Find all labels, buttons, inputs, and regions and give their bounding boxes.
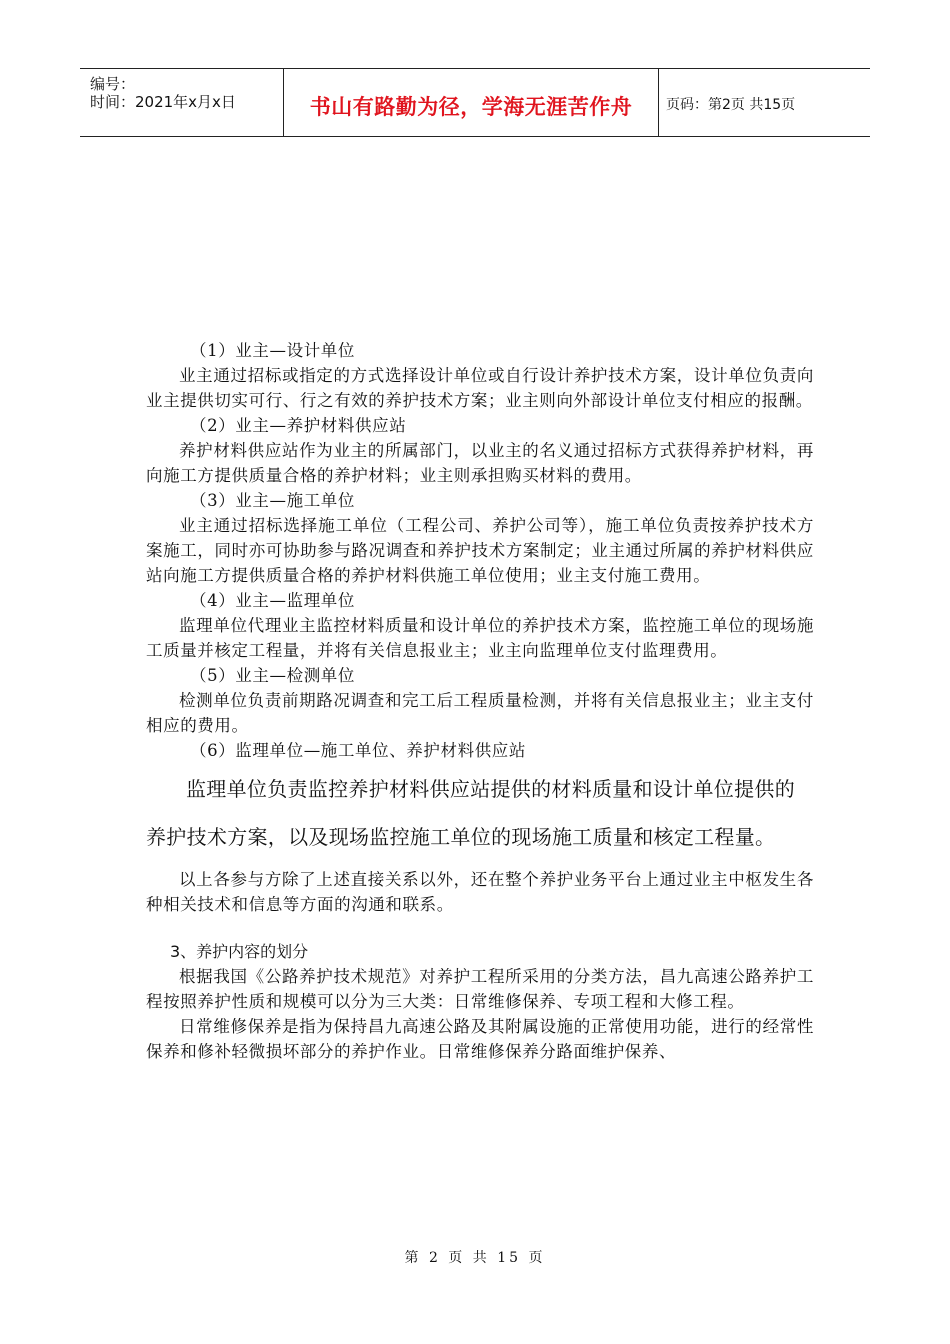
paragraph-8: 日常维修保养是指为保持昌九高速公路及其附属设施的正常使用功能，进行的经常性保养和修补轻微损坏部分的养护作业。日常维修保养分路面维护保养、 <box>146 1017 814 1061</box>
document-number-label: 编号： <box>90 75 136 93</box>
subheading-3: （3）业主—施工单位 <box>190 491 355 510</box>
subheading-5: （5）业主—检测单位 <box>190 666 355 685</box>
subheading-4: （4）业主—监理单位 <box>190 591 355 610</box>
subheading-6: （6）监理单位—施工单位、养护材料供应站 <box>190 741 526 760</box>
document-header <box>80 68 870 137</box>
page-footer: 第 2 页 共 15 页 <box>404 1250 546 1266</box>
section-heading-3: 3、养护内容的划分 <box>170 942 309 961</box>
header-meta-cell <box>80 69 284 136</box>
paragraph-4: 监理单位代理业主监控材料质量和设计单位的养护技术方案，监控施工单位的现场施工质量并核定工程量，并将有关信息报业主；业主向监理单位支付监理费用。 <box>146 616 814 660</box>
paragraph-2: 养护材料供应站作为业主的所属部门，以业主的名义通过招标方式获得养护材料，再向施工方提供质量合格的养护材料；业主则承担购买材料的费用。 <box>146 441 814 485</box>
document-body <box>146 338 814 1064</box>
header-motto-cell <box>284 69 659 136</box>
paragraph-5: 检测单位负责前期路况调查和完工后工程质量检测，并将有关信息报业主；业主支付相应的费用。 <box>146 691 814 735</box>
subheading-1: （1）业主—设计单位 <box>190 341 355 360</box>
paragraph-1: 业主通过招标或指定的方式选择设计单位或自行设计养护技术方案，设计单位负责向业主提供切实可行、行之有效的养护技术方案；业主则向外部设计单位支付相应的报酬。 <box>146 366 814 410</box>
header-motto: 书山有路勤为径，学海无涯苦作舟 <box>309 95 633 119</box>
header-page-cell <box>659 69 870 136</box>
paragraph-7: 根据我国《公路养护技术规范》对养护工程所采用的分类方法，昌九高速公路养护工程按照养护性质和规模可以分为三大类：日常维修保养、专项工程和大修工程。 <box>146 967 814 1011</box>
paragraph-large: 监理单位负责监控养护材料供应站提供的材料质量和设计单位提供的养护技术方案，以及现场监控施工单位的现场施工质量和核定工程量。 <box>146 777 795 849</box>
paragraph-3: 业主通过招标选择施工单位（工程公司、养护公司等），施工单位负责按养护技术方案施工，同时亦可协助参与路况调查和养护技术方案制定；业主通过所属的养护材料供应站向施工方提供质量合格的养护材料供施工单位使用；业主支付施工费用。 <box>146 516 814 585</box>
paragraph-6: 以上各参与方除了上述直接关系以外，还在整个养护业务平台上通过业主中枢发生各种相关技术和信息等方面的沟通和联系。 <box>146 870 814 914</box>
header-page-number: 页码：第2页 共15页 <box>666 97 796 113</box>
subheading-2: （2）业主—养护材料供应站 <box>190 416 407 435</box>
document-time-label: 时间：2021年x月x日 <box>90 93 236 111</box>
